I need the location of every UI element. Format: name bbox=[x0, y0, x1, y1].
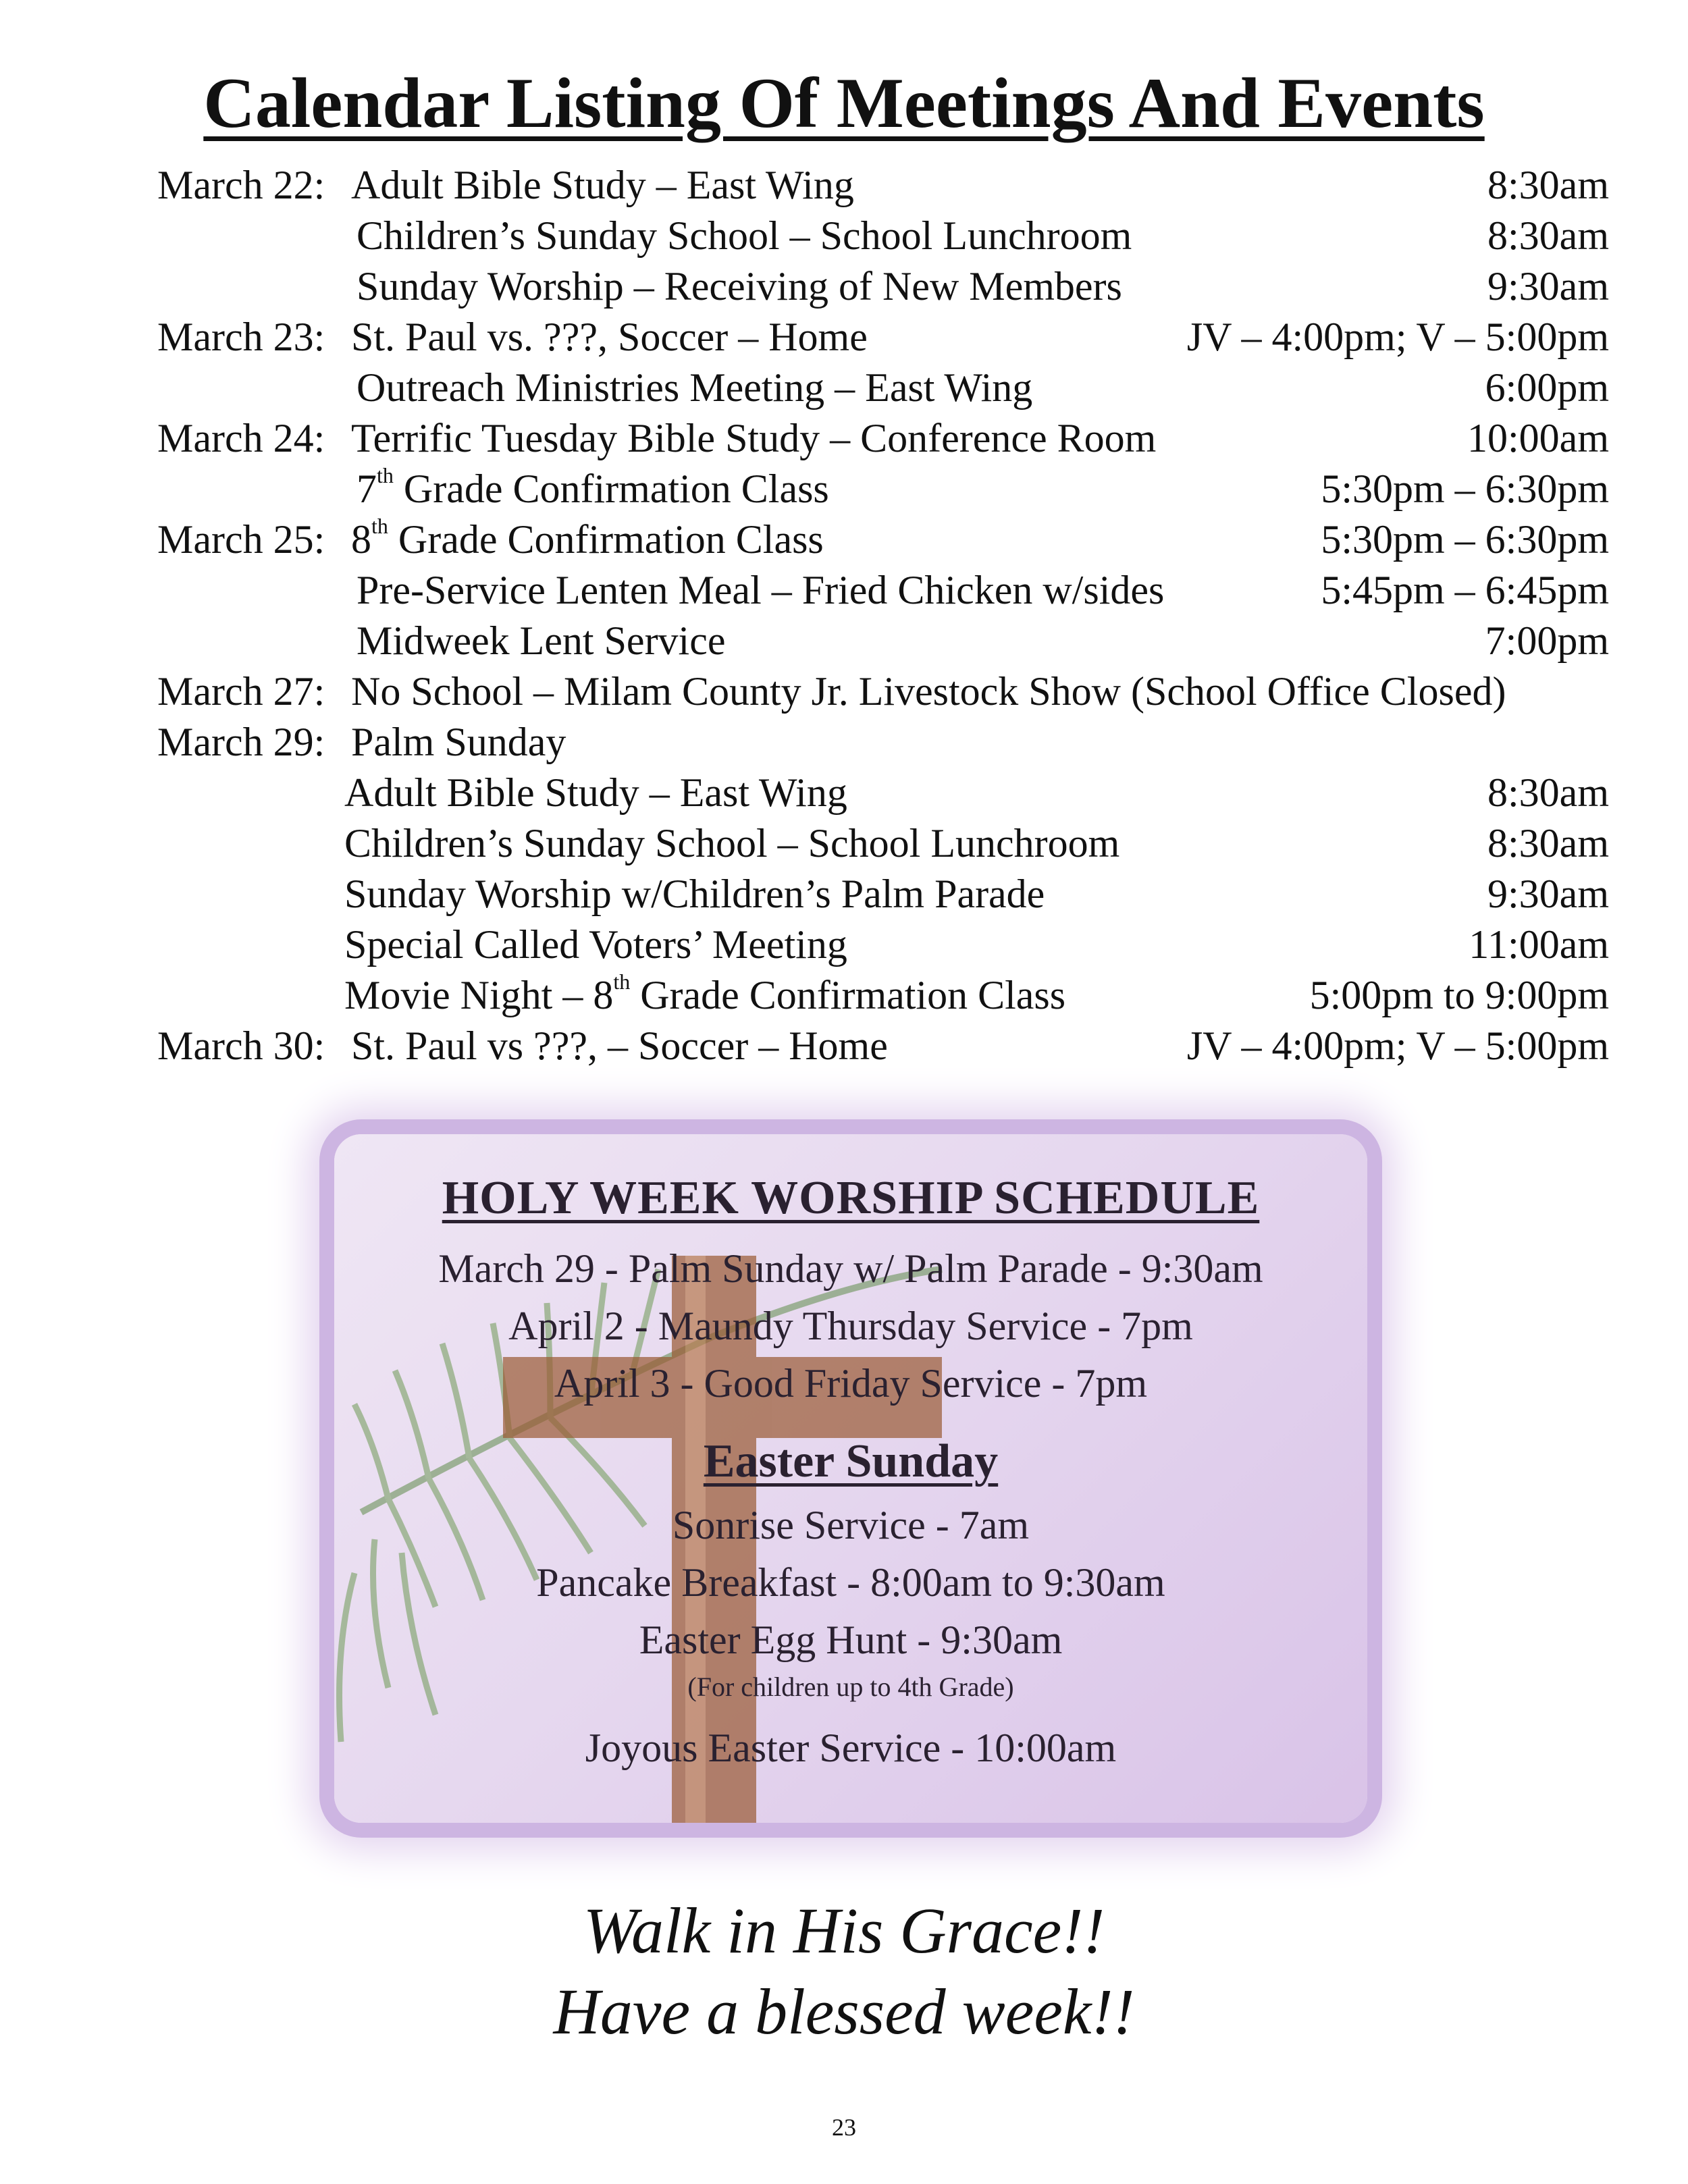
calendar-time: 5:00pm to 9:00pm bbox=[1309, 973, 1609, 1017]
calendar-row bbox=[157, 261, 1609, 312]
calendar-row bbox=[157, 869, 1609, 920]
calendar-event: St. Paul vs. ???, Soccer – Home bbox=[351, 315, 868, 359]
easter-sunday-heading: Easter Sunday bbox=[703, 1435, 999, 1487]
calendar-event: Outreach Ministries Meeting – East Wing bbox=[357, 365, 1033, 410]
holy-week-item: April 3 - Good Friday Service - 7pm bbox=[554, 1361, 1148, 1406]
calendar-event: Special Called Voters’ Meeting bbox=[344, 922, 847, 967]
calendar-row bbox=[157, 565, 1609, 616]
page-number: 23 bbox=[832, 2114, 856, 2141]
event-ordinal-suffix: th bbox=[371, 514, 388, 538]
calendar-date: March 29: bbox=[157, 720, 325, 764]
calendar-list bbox=[157, 160, 1609, 1071]
calendar-time: 5:30pm – 6:30pm bbox=[1321, 467, 1609, 511]
calendar-row bbox=[157, 768, 1609, 818]
calendar-time: 8:30am bbox=[1487, 213, 1609, 258]
calendar-time: 8:30am bbox=[1487, 163, 1609, 207]
calendar-time: 10:00am bbox=[1467, 416, 1609, 460]
event-prefix: Movie Night – 8 bbox=[344, 973, 614, 1017]
calendar-event: No School – Milam County Jr. Livestock Show (School Office Closed) bbox=[351, 669, 1506, 714]
calendar-event: Sunday Worship w/Children’s Palm Parade bbox=[344, 872, 1045, 916]
calendar-date: March 23: bbox=[157, 315, 325, 359]
holy-week-item: April 2 - Maundy Thursday Service - 7pm bbox=[508, 1304, 1193, 1348]
calendar-event: Midweek Lent Service bbox=[357, 618, 726, 663]
calendar-row bbox=[157, 413, 1609, 464]
calendar-time: 11:00am bbox=[1469, 922, 1609, 967]
event-prefix: 7 bbox=[357, 467, 377, 511]
calendar-date: March 27: bbox=[157, 669, 325, 714]
calendar-time: 9:30am bbox=[1487, 264, 1609, 309]
calendar-row bbox=[157, 970, 1609, 1021]
easter-item: Pancake Breakfast - 8:00am to 9:30am bbox=[536, 1560, 1165, 1605]
calendar-event: Pre-Service Lenten Meal – Fried Chicken w/sides bbox=[357, 568, 1165, 612]
calendar-event bbox=[351, 514, 824, 565]
calendar-row bbox=[157, 211, 1609, 261]
closing-line: Walk in His Grace!! bbox=[583, 1894, 1105, 1967]
calendar-time: 8:30am bbox=[1487, 821, 1609, 865]
calendar-time: 7:00pm bbox=[1485, 618, 1609, 663]
calendar-event: Adult Bible Study – East Wing bbox=[344, 770, 847, 815]
calendar-event: Adult Bible Study – East Wing bbox=[351, 163, 854, 207]
calendar-event: Children’s Sunday School – School Lunchroom bbox=[344, 821, 1120, 865]
calendar-row bbox=[157, 1021, 1609, 1071]
calendar-row bbox=[157, 920, 1609, 970]
calendar-date: March 22: bbox=[157, 163, 325, 207]
calendar-date: March 25: bbox=[157, 517, 325, 562]
calendar-row bbox=[157, 616, 1609, 666]
event-text: Grade Confirmation Class bbox=[393, 467, 829, 511]
calendar-time: 8:30am bbox=[1487, 770, 1609, 815]
calendar-date: March 24: bbox=[157, 416, 325, 460]
closing-line: Have a blessed week!! bbox=[553, 1975, 1135, 2048]
event-text: Grade Confirmation Class bbox=[630, 973, 1066, 1017]
calendar-time: 6:00pm bbox=[1485, 365, 1609, 410]
calendar-event: Palm Sunday bbox=[351, 720, 566, 764]
event-prefix: 8 bbox=[351, 517, 371, 562]
calendar-row bbox=[157, 717, 1609, 768]
easter-item: Sonrise Service - 7am bbox=[672, 1503, 1030, 1547]
easter-item: Easter Egg Hunt - 9:30am bbox=[639, 1618, 1063, 1662]
calendar-time: 9:30am bbox=[1487, 872, 1609, 916]
calendar-row bbox=[157, 666, 1609, 717]
calendar-time: 5:30pm – 6:30pm bbox=[1321, 517, 1609, 562]
calendar-row bbox=[157, 514, 1609, 565]
event-ordinal-suffix: th bbox=[377, 463, 394, 487]
easter-item: Joyous Easter Service - 10:00am bbox=[585, 1726, 1117, 1770]
calendar-time: 5:45pm – 6:45pm bbox=[1321, 568, 1609, 612]
holy-week-item: March 29 - Palm Sunday w/ Palm Parade - 9:30am bbox=[438, 1246, 1263, 1291]
calendar-row bbox=[157, 312, 1609, 363]
calendar-event: Terrific Tuesday Bible Study – Conference Room bbox=[351, 416, 1157, 460]
page-title: Calendar Listing Of Meetings And Events bbox=[203, 63, 1485, 142]
calendar-event bbox=[344, 970, 1065, 1021]
calendar-row bbox=[157, 160, 1609, 211]
egg-hunt-note: (For children up to 4th Grade) bbox=[687, 1672, 1014, 1702]
calendar-row bbox=[157, 818, 1609, 869]
calendar-time: JV – 4:00pm; V – 5:00pm bbox=[1186, 315, 1609, 359]
calendar-event: Children’s Sunday School – School Lunchroom bbox=[357, 213, 1132, 258]
event-text: Grade Confirmation Class bbox=[388, 517, 824, 562]
holy-week-heading: HOLY WEEK WORSHIP SCHEDULE bbox=[442, 1172, 1260, 1224]
holy-week-box bbox=[334, 1134, 1367, 1823]
calendar-event: St. Paul vs ???, – Soccer – Home bbox=[351, 1023, 888, 1068]
calendar-event: Sunday Worship – Receiving of New Members bbox=[357, 264, 1122, 309]
event-ordinal-suffix: th bbox=[613, 969, 631, 994]
calendar-row bbox=[157, 363, 1609, 413]
calendar-time: JV – 4:00pm; V – 5:00pm bbox=[1186, 1023, 1609, 1068]
calendar-event bbox=[357, 464, 829, 514]
calendar-date: March 30: bbox=[157, 1023, 325, 1068]
calendar-row bbox=[157, 464, 1609, 514]
